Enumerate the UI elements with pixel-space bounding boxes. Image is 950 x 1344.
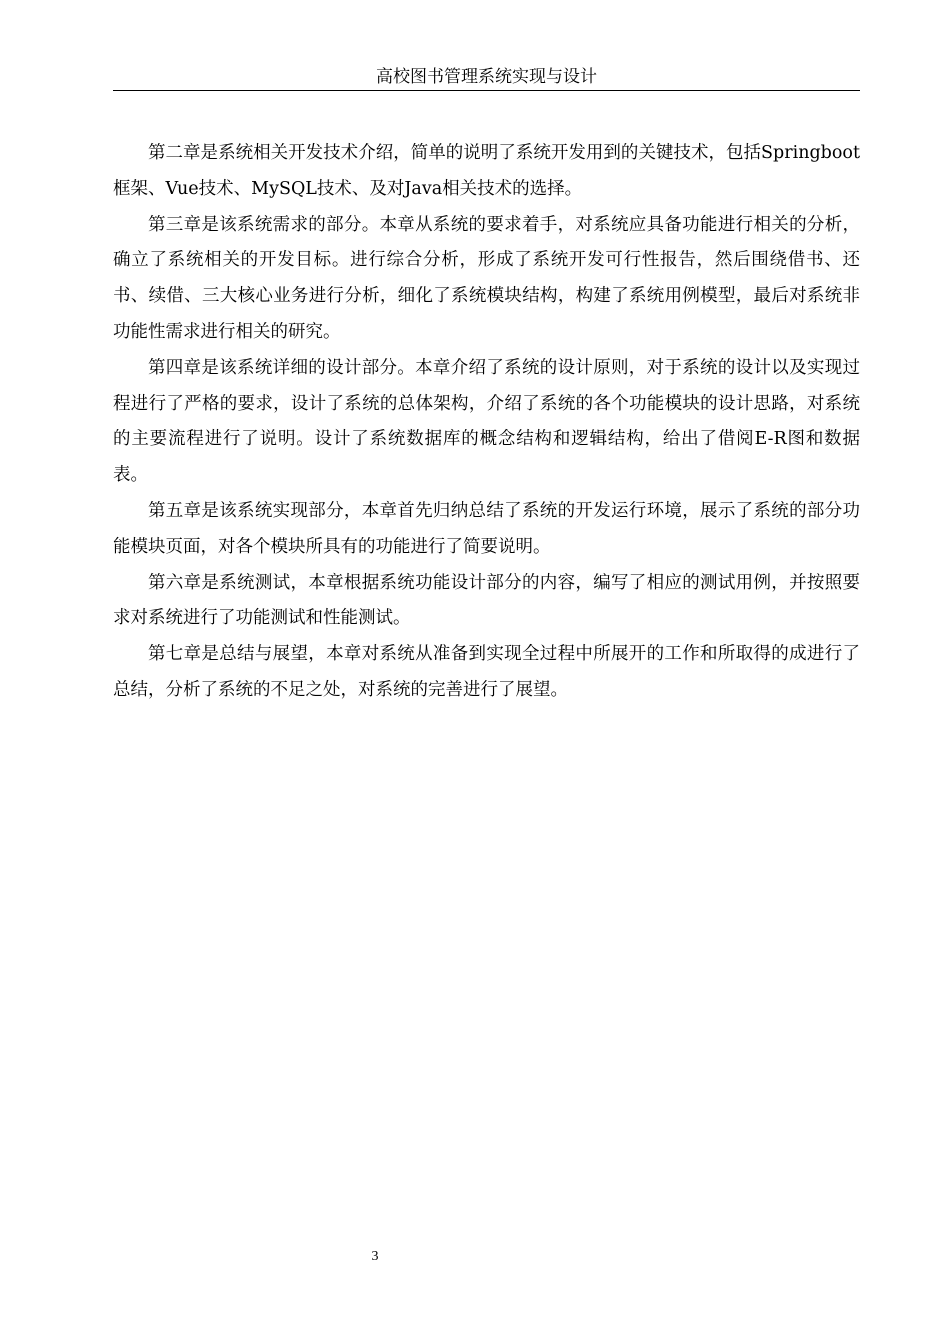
paragraph-chapter-2: 第二章是系统相关开发技术介绍，简单的说明了系统开发用到的关键技术，包括Springboot框架、Vue技术、MySQL技术、及对Java相关技术的选择。 xyxy=(113,143,860,199)
page-number: 3 xyxy=(371,1249,379,1264)
paragraph-chapter-6: 第六章是系统测试，本章根据系统功能设计部分的内容，编写了相应的测试用例，并按照要求对系统进行了功能测试和性能测试。 xyxy=(113,572,860,629)
paragraph-chapter-7: 第七章是总结与展望，本章对系统从准备到实现全过程中所展开的工作和所取得的成进行了总结，分析了系统的不足之处，对系统的完善进行了展望。 xyxy=(113,644,860,700)
paragraph-chapter-3: 第三章是该系统需求的部分。本章从系统的要求着手，对系统应具备功能进行相关的分析，确立了系统相关的开发目标。进行综合分析，形成了系统开发可行性报告，然后围绕借书、还书、续借、三大核心业务进行分析，细化了系统模块结构，构建了系统用例模型，最后对系统非功能性需求进行相关的研究。 xyxy=(113,214,860,342)
paragraph-chapter-4: 第四章是该系统详细的设计部分。本章介绍了系统的设计原则，对于系统的设计以及实现过程进行了严格的要求，设计了系统的总体架构，介绍了系统的各个功能模块的设计思路，对系统的主要流程进行了说明。设计了系统数据库的概念结构和逻辑结构，给出了借阅E-R图和数据表。 xyxy=(113,357,860,486)
body-text xyxy=(113,136,860,709)
paragraph-chapter-5: 第五章是该系统实现部分，本章首先归纳总结了系统的开发运行环境，展示了系统的部分功能模块页面，对各个模块所具有的功能进行了简要说明。 xyxy=(113,500,860,557)
running-header: 高校图书管理系统实现与设计 xyxy=(113,66,860,91)
